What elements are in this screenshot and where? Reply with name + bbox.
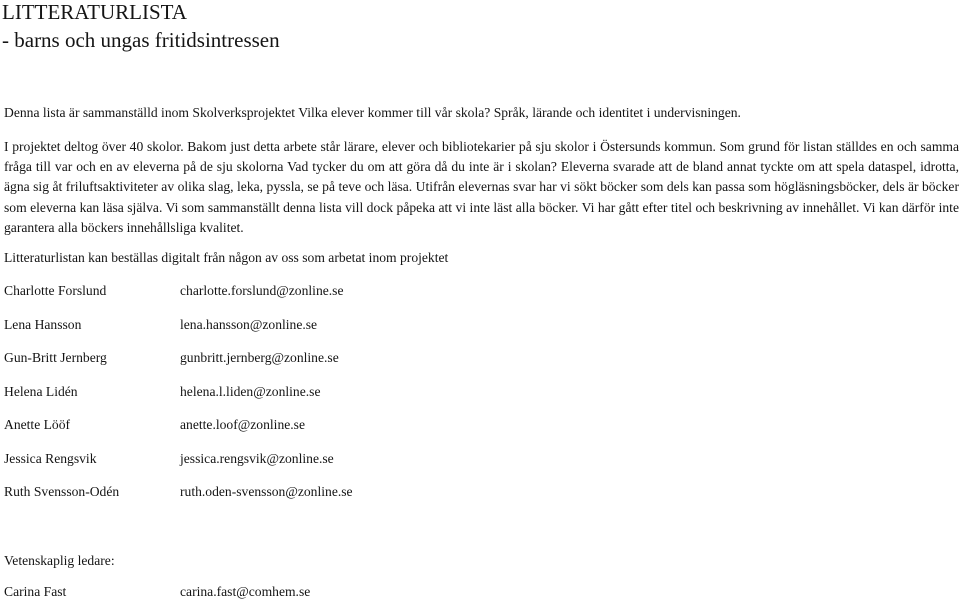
document-subtitle: - barns och ungas fritidsintressen (2, 28, 280, 52)
contact-row (4, 482, 353, 516)
contact-name: Helena Lidén (4, 383, 78, 399)
body-paragraph: I projektet deltog över 40 skolor. Bakom just detta arbete står lärare, elever och bibliotekarier på sju skolor i Östersunds kommun. Som grund för listan ställdes en och samma fråga till var och en av eleverna på de sju skolorna Vad tycker du om att göra då du inte är i skolan? Eleverna svarade att de bland annat tyckte om att spela dataspel, idrotta, ägna sig åt friluftsaktiviteter av olika slag, leka, pyssla, se på teve och läsa. Utifrån elevernas svar har vi sökt böcker som dels kan passa som högläsningsböcker, dels är böcker som eleverna kan läsa själva. Vi som sammanställt denna lista vill dock påpeka att vi inte läst alla böcker. Vi har gått efter titel och beskrivning av innehållet. Vi kan därför inte garantera alla böckers innehållsliga kvalitet. (4, 139, 959, 235)
order-note: Litteraturlistan kan beställas digitalt från någon av oss som arbetat inom projektet (4, 250, 449, 265)
intro-paragraph: Denna lista är sammanställd inom Skolverksprojektet Vilka elever kommer till vår skola? Språk, lärande och identitet i undervisningen. (4, 105, 741, 120)
contact-list (4, 281, 353, 516)
contact-row (4, 449, 353, 483)
leader-email: carina.fast@comhem.se (180, 584, 311, 599)
contact-name: Charlotte Forslund (4, 283, 107, 298)
leader-name: Carina Fast (4, 584, 67, 599)
document-header (2, 0, 280, 54)
contact-email: anette.loof@zonline.se (180, 417, 305, 432)
contact-name: Ruth Svensson-Odén (4, 484, 120, 499)
contact-row (4, 415, 353, 449)
document-title: LITTERATURLISTA (2, 0, 187, 24)
contact-email: gunbritt.jernberg@zonline.se (180, 350, 339, 365)
contact-email: charlotte.forslund@zonline.se (180, 283, 344, 298)
contact-email: ruth.oden-svensson@zonline.se (180, 484, 353, 499)
contact-row (4, 382, 353, 416)
contact-email: lena.hansson@zonline.se (180, 316, 318, 332)
contact-name: Lena Hansson (4, 316, 82, 332)
contact-row (4, 348, 353, 382)
leader-label: Vetenskaplig ledare: (4, 553, 115, 568)
contact-email: jessica.rengsvik@zonline.se (180, 450, 334, 466)
contact-row (4, 315, 353, 349)
contact-name: Gun-Britt Jernberg (4, 350, 107, 365)
contact-name: Jessica Rengsvik (4, 450, 97, 466)
contact-name: Anette Lööf (4, 417, 71, 432)
contact-email: helena.l.liden@zonline.se (180, 383, 321, 399)
leader-row (4, 582, 310, 602)
contact-row (4, 281, 353, 315)
